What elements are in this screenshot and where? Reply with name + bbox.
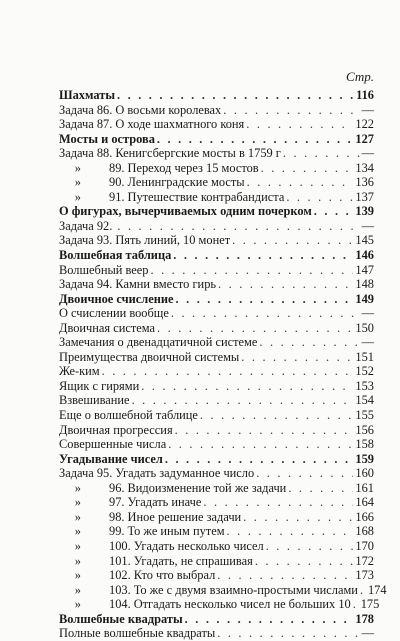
problem-number: Задача 94.: [59, 277, 113, 292]
dot-leader: [266, 539, 354, 554]
entry-title: О восьми королевах: [115, 102, 222, 117]
dot-leader: [241, 350, 353, 365]
page-number: 172: [355, 553, 374, 568]
dot-leader: [157, 132, 353, 147]
dot-leader: [165, 452, 354, 467]
problem-number: 99.: [109, 524, 125, 539]
toc-entry: [59, 554, 374, 569]
dot-leader: [102, 364, 354, 379]
ditto-mark: »: [74, 189, 81, 204]
page-number: 166: [355, 509, 374, 524]
dot-leader: [360, 583, 366, 598]
ditto-mark: »: [74, 160, 81, 175]
toc-entry: [59, 335, 374, 350]
problem-number: Задача 86.: [59, 102, 113, 117]
dot-leader: [243, 510, 353, 525]
toc-entry: [59, 263, 374, 278]
toc-entry: [59, 103, 374, 118]
dot-leader: [314, 204, 354, 219]
entry-title: Видоизменение той же задачи: [127, 480, 287, 495]
problem-number: Задача 92.: [59, 218, 113, 233]
toc-entry: [59, 524, 374, 539]
ditto-mark: »: [74, 568, 81, 583]
entry-title: Двоичная прогрессия: [59, 422, 173, 437]
dot-leader: [259, 335, 359, 350]
toc-section-heading: [59, 88, 374, 103]
dot-leader: [223, 103, 359, 118]
toc-entry: [59, 233, 374, 248]
entry-title: Совершенные числа: [59, 437, 167, 452]
problem-number: 102.: [109, 568, 131, 583]
page-number: 147: [355, 262, 374, 277]
entry-title: Переход через 15 мостов: [127, 160, 259, 175]
page-number: 159: [355, 451, 374, 466]
page-number: —: [361, 306, 374, 321]
page-number: 134: [355, 160, 374, 175]
toc-entry: [59, 161, 374, 176]
entry-title: Иное решение задачи: [127, 509, 242, 524]
page-number: 168: [355, 524, 374, 539]
entry-title: Угадать, не спрашивая: [133, 553, 253, 568]
dot-leader: [117, 219, 359, 234]
entry-title: То же иным путем: [127, 524, 225, 539]
ditto-mark: »: [74, 538, 81, 553]
dot-leader: [175, 423, 354, 438]
toc-entry: [59, 379, 374, 394]
page-number: —: [361, 146, 374, 161]
toc-entry: [59, 510, 374, 525]
dot-leader: [117, 88, 354, 103]
ditto-mark: »: [74, 597, 81, 612]
dot-leader: [173, 248, 353, 263]
entry-title: Шахматы: [59, 88, 115, 102]
dot-leader: [168, 437, 353, 452]
ditto-mark: »: [74, 509, 81, 524]
entry-title: То же с двумя взаимно-простыми числами: [133, 582, 358, 597]
entry-title: Двоичная система: [59, 320, 156, 335]
problem-number: 98.: [109, 509, 125, 524]
page-number: 152: [355, 364, 374, 379]
toc-entry: [59, 495, 374, 510]
page-number: 127: [355, 131, 374, 146]
page-number: 146: [355, 248, 374, 263]
toc-entry: [59, 481, 374, 496]
problem-number: 90.: [109, 175, 125, 190]
toc-entry: [59, 423, 374, 438]
toc-section-heading: [59, 612, 374, 627]
toc-entry: [59, 364, 374, 379]
dot-leader: [286, 190, 353, 205]
page-number: 136: [355, 175, 374, 190]
entry-title: Замечания о двенадцатичной системе: [59, 335, 258, 350]
entry-title: О фигурах, вычерчиваемых одним почерком: [59, 204, 312, 219]
entry-title: Двоичное счисление: [59, 291, 174, 306]
problem-number: 100.: [109, 538, 131, 553]
dot-leader: [185, 612, 354, 627]
page-number: 148: [355, 277, 374, 292]
entry-title: Ленинградские мосты: [127, 175, 245, 190]
toc-entry: [59, 408, 374, 423]
page-number: —: [361, 335, 374, 350]
page-number: 160: [355, 466, 374, 481]
entry-title: Полные волшебные квадраты: [59, 626, 216, 641]
page-number: 161: [355, 480, 374, 495]
toc-entry: [59, 117, 374, 132]
dot-leader: [132, 393, 354, 408]
toc-section-heading: [59, 248, 374, 263]
toc-entries: [59, 88, 387, 641]
page-number: 145: [355, 233, 374, 248]
dot-leader: [176, 292, 354, 307]
toc-entry: [59, 277, 374, 292]
page-column-label: Стр.: [346, 69, 374, 84]
page-number: 153: [355, 378, 374, 393]
problem-number: 104.: [109, 597, 131, 612]
toc-entry: [59, 321, 374, 336]
page-number: 155: [355, 408, 374, 423]
toc-entry: [59, 190, 374, 205]
dot-leader: [171, 306, 360, 321]
entry-title: О счислении вообще: [59, 306, 169, 321]
entry-title: Ящик с гирями: [59, 378, 140, 393]
page-number: 150: [355, 320, 374, 335]
dot-leader: [283, 146, 360, 161]
toc-entry: [59, 626, 374, 641]
dot-leader: [288, 481, 353, 496]
problem-number: 103.: [109, 582, 131, 597]
ditto-mark: »: [74, 553, 81, 568]
dot-leader: [353, 597, 359, 612]
toc-entry: [59, 597, 380, 612]
entry-title: Угадать задуманное число: [115, 466, 255, 481]
entry-title: Отгадать несколько чисел не больших 10: [133, 597, 351, 612]
dot-leader: [217, 568, 353, 583]
problem-number: Задача 88.: [59, 146, 113, 161]
dot-leader: [141, 379, 353, 394]
problem-number: Задача 93.: [59, 233, 113, 248]
dot-leader: [256, 466, 353, 481]
page-number: 149: [355, 291, 374, 306]
page-number: 156: [355, 422, 374, 437]
page-number: 122: [355, 117, 374, 132]
entry-title: О ходе шахматного коня: [115, 117, 245, 132]
page-number: 151: [355, 349, 374, 364]
ditto-mark: »: [74, 524, 81, 539]
problem-number: 101.: [109, 553, 131, 568]
dot-leader: [217, 626, 359, 641]
ditto-mark: »: [74, 582, 81, 597]
dot-leader: [246, 117, 353, 132]
page-number: 158: [355, 437, 374, 452]
entry-title: Кенигсбергские мосты в 1759 г: [115, 146, 281, 161]
entry-title: Камни вместо гирь: [115, 277, 217, 292]
page-number: 174: [367, 582, 387, 597]
dot-leader: [232, 233, 353, 248]
ditto-mark: »: [74, 495, 81, 510]
toc-entry: [59, 306, 374, 321]
entry-title: Еще о волшебной таблице: [59, 408, 198, 423]
entry-title: Преимущества двоичной системы: [59, 349, 240, 364]
dot-leader: [261, 161, 354, 176]
page-number: 173: [355, 568, 374, 583]
toc-section-heading: [59, 292, 374, 307]
page-number: —: [361, 102, 374, 117]
entry-title: Волшебный веер: [59, 262, 149, 277]
page-number: 116: [356, 88, 374, 102]
toc-entry: [59, 393, 374, 408]
entry-title: Волшебные квадраты: [59, 611, 183, 626]
problem-number: 89.: [109, 160, 125, 175]
dot-leader: [203, 495, 353, 510]
dot-leader: [247, 175, 354, 190]
page-number: 178: [355, 611, 374, 626]
toc-entry: [59, 539, 374, 554]
toc-entry: [59, 466, 374, 481]
entry-title: Пять линий, 10 монет: [115, 233, 231, 248]
toc-entry: [59, 350, 374, 365]
entry-title: Путешествие контрабандиста: [127, 189, 285, 204]
entry-title: Же-ким: [59, 364, 100, 379]
problem-number: 97.: [109, 495, 125, 510]
entry-title: Волшебная таблица: [59, 248, 172, 263]
page-number: 175: [360, 597, 380, 612]
toc-section-heading: [59, 204, 374, 219]
entry-title: Угадать иначе: [127, 495, 202, 510]
entry-title: Угадать несколько чисел: [133, 538, 264, 553]
dot-leader: [200, 408, 354, 423]
page-number: 154: [355, 393, 374, 408]
page-number: 137: [355, 189, 374, 204]
problem-number: 96.: [109, 480, 125, 495]
dot-leader: [218, 277, 353, 292]
toc-entry: [59, 175, 374, 190]
page-number: 139: [355, 204, 374, 219]
toc-entry: [59, 582, 387, 598]
toc-section-heading: [59, 132, 374, 147]
ditto-mark: »: [74, 175, 81, 190]
toc-entry: [59, 146, 374, 161]
page-number: 164: [355, 495, 374, 510]
toc-entry: [59, 219, 374, 234]
dot-leader: [255, 554, 354, 569]
entry-title: Мосты и острова: [59, 131, 155, 146]
problem-number: 91.: [109, 189, 125, 204]
toc-entry: [59, 568, 374, 583]
toc-entry: [59, 437, 374, 452]
entry-title: Угадывание чисел: [59, 451, 163, 466]
dot-leader: [150, 263, 353, 278]
problem-number: Задача 87.: [59, 117, 113, 132]
table-of-contents: [59, 66, 387, 641]
page-number: —: [361, 218, 374, 233]
dot-leader: [157, 321, 353, 336]
page-number: —: [361, 626, 374, 641]
toc-section-heading: [59, 452, 374, 467]
dot-leader: [227, 524, 354, 539]
ditto-mark: »: [74, 480, 81, 495]
entry-title: Кто что выбрал: [133, 568, 216, 583]
page-number: 170: [355, 538, 374, 553]
problem-number: Задача 95.: [59, 466, 113, 481]
entry-title: Взвешивание: [59, 393, 130, 408]
